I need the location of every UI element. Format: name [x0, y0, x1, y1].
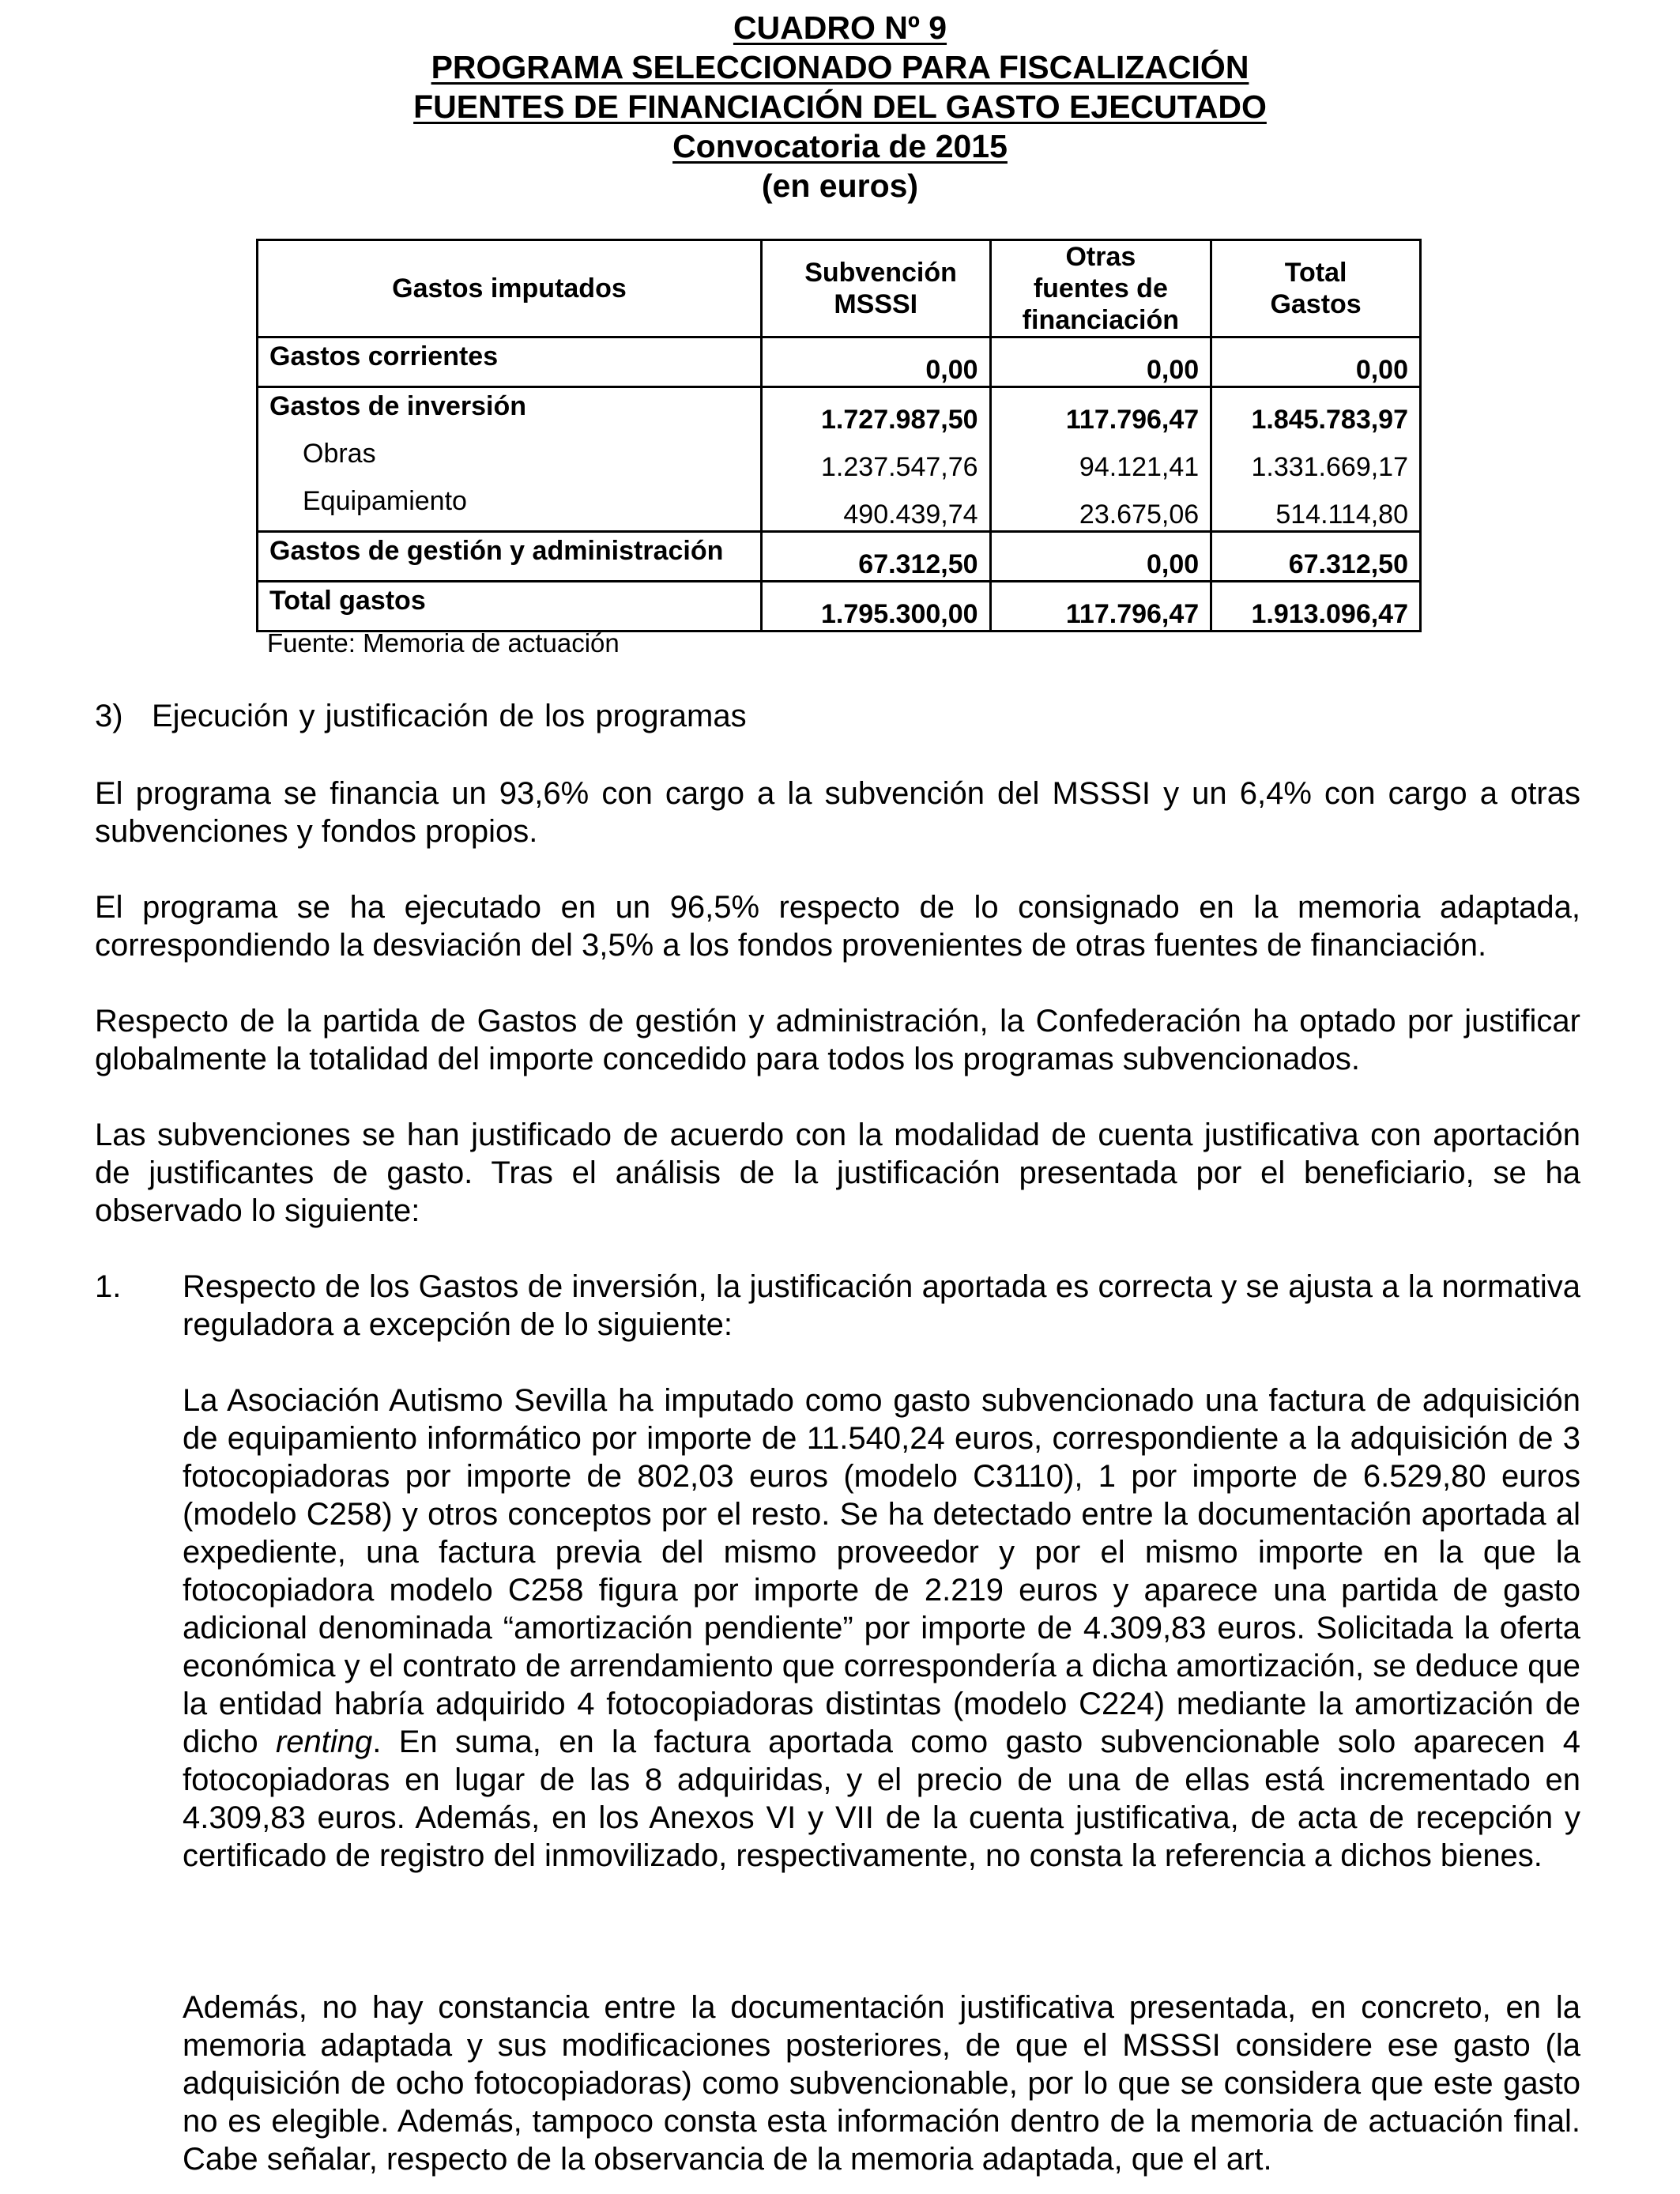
paragraph-management: Respecto de la partida de Gastos de gestión y administración, la Confederación ha optado por justificar globalmente la totalidad del importe concedido para todos los programas subvencionados.	[95, 1004, 1580, 1076]
table-row	[258, 532, 1421, 582]
cell-total: 1.913.096,47	[1211, 582, 1421, 631]
table-row	[258, 387, 1421, 436]
row-label: Obras	[303, 439, 376, 469]
section-heading	[95, 699, 747, 734]
cell-otras: 117.796,47	[990, 582, 1211, 631]
cell-subvencion: 0,00	[761, 337, 990, 387]
financing-table	[256, 239, 1422, 632]
table-source: Fuente: Memoria de actuación	[267, 628, 620, 658]
row-label: Gastos de gestión y administración	[258, 532, 762, 582]
row-label: Gastos de inversión	[258, 387, 762, 436]
section-number: 3)	[95, 699, 123, 733]
table-title: PROGRAMA SELECCIONADO PARA FISCALIZACIÓN	[431, 49, 1249, 85]
cell-subvencion: 67.312,50	[761, 532, 990, 582]
italic-term: renting	[275, 1725, 373, 1759]
table-number: CUADRO Nº 9	[733, 9, 947, 46]
paragraph-financing: El programa se financia un 93,6% con cargo a la subvención del MSSSI y un 6,4% con cargo a otras subvenciones y fondos propios.	[95, 776, 1580, 849]
paragraph-justification: Las subvenciones se han justificado de acuerdo con la modalidad de cuenta justificativa con aportación de justificantes de gasto. Tras el análisis de la justificación presentada por el beneficiario, se ha observado lo siguiente:	[95, 1118, 1580, 1228]
section-title: Ejecución y justificación de los programas	[152, 699, 747, 733]
list-item-number: 1.	[95, 1269, 122, 1304]
cell-total: 0,00	[1211, 337, 1421, 387]
column-header-gastos: Gastos imputados	[392, 273, 627, 303]
table-row	[258, 337, 1421, 387]
table-units: (en euros)	[761, 168, 919, 204]
row-label: Gastos corrientes	[258, 337, 762, 387]
cell-total: 67.312,50	[1211, 532, 1421, 582]
table-row	[258, 435, 1421, 483]
cell-total: 514.114,80	[1211, 483, 1421, 532]
cell-otras: 0,00	[990, 532, 1211, 582]
cell-otras: 94.121,41	[990, 435, 1211, 483]
list-item	[95, 1268, 1580, 1344]
row-label: Total gastos	[258, 582, 762, 631]
column-header-subvencion: Subvención MSSSI	[761, 240, 990, 337]
document-header	[0, 8, 1680, 205]
table-row	[258, 483, 1421, 532]
column-header-otras: Otras fuentes de financiación	[990, 240, 1211, 337]
cell-otras: 23.675,06	[990, 483, 1211, 532]
cell-total: 1.331.669,17	[1211, 435, 1421, 483]
cell-subvencion: 490.439,74	[761, 483, 990, 532]
table-subtitle: FUENTES DE FINANCIACIÓN DEL GASTO EJECUTADO	[413, 89, 1267, 125]
cell-otras: 117.796,47	[990, 387, 1211, 436]
list-item-text: Respecto de los Gastos de inversión, la justificación aportada es correcta y se ajusta a la normativa reguladora a excepción de lo siguiente:	[183, 1269, 1580, 1342]
table-row-total	[258, 582, 1421, 631]
column-header-total: Total Gastos	[1211, 240, 1421, 337]
paragraph-execution: El programa se ha ejecutado en un 96,5% respecto de lo consignado en la memoria adaptada, correspondiendo la desviación del 3,5% a los fondos provenientes de otras fuentes de financiación.	[95, 890, 1580, 963]
table-period: Convocatoria de 2015	[672, 128, 1008, 164]
table-header-row	[258, 240, 1421, 337]
cell-subvencion: 1.237.547,76	[761, 435, 990, 483]
paragraph-detail: La Asociación Autismo Sevilla ha imputado como gasto subvencionado una factura de adquisición de equipamiento informático por importe de 11.540,24 euros, correspondiente a la adquisición de 3 fotocopiadoras por importe de 802,03 euros (modelo C3110), 1 por importe de 6.529,80 euros (modelo C258) y otros conceptos por el resto. Se ha detectado entre la documentación aportada al expediente, una factura previa del mismo proveedor y por el mismo importe en la que la fotocopiadora modelo C258 figura por importe de 2.219 euros y aparece una partida de gasto adicional denominada “amortización pendiente” por importe de 4.309,83 euros. Solicitada la oferta económica y el contrato de arrendamiento que correspondería a dicha amortización, se deduce que la entidad habría adquirido 4 fotocopiadoras distintas (modelo C224) mediante la amortización de dicho renting. En suma, en la factura aportada como gasto subvencionable solo aparecen 4 fotocopiadoras en lugar de las 8 adquiridas, y el precio de una de ellas está incrementado en 4.309,83 euros. Además, en los Anexos VI y VII de la cuenta justificativa, de acta de recepción y certificado de registro del inmovilizado, respectivamente, no consta la referencia a dichos bienes.	[183, 1383, 1580, 1873]
cell-subvencion: 1.727.987,50	[761, 387, 990, 436]
paragraph-final: Además, no hay constancia entre la documentación justificativa presentada, en concreto, en la memoria adaptada y sus modificaciones posteriores, de que el MSSSI considere ese gasto (la adquisición de ocho fotocopiadoras) como subvencionable, por lo que se considera que este gasto no es elegible. Además, tampoco consta esta información dentro de la memoria de actuación final. Cabe señalar, respecto de la observancia de la memoria adaptada, que el art.	[183, 1990, 1580, 2177]
cell-otras: 0,00	[990, 337, 1211, 387]
cell-total: 1.845.783,97	[1211, 387, 1421, 436]
cell-subvencion: 1.795.300,00	[761, 582, 990, 631]
row-label: Equipamiento	[303, 486, 467, 516]
